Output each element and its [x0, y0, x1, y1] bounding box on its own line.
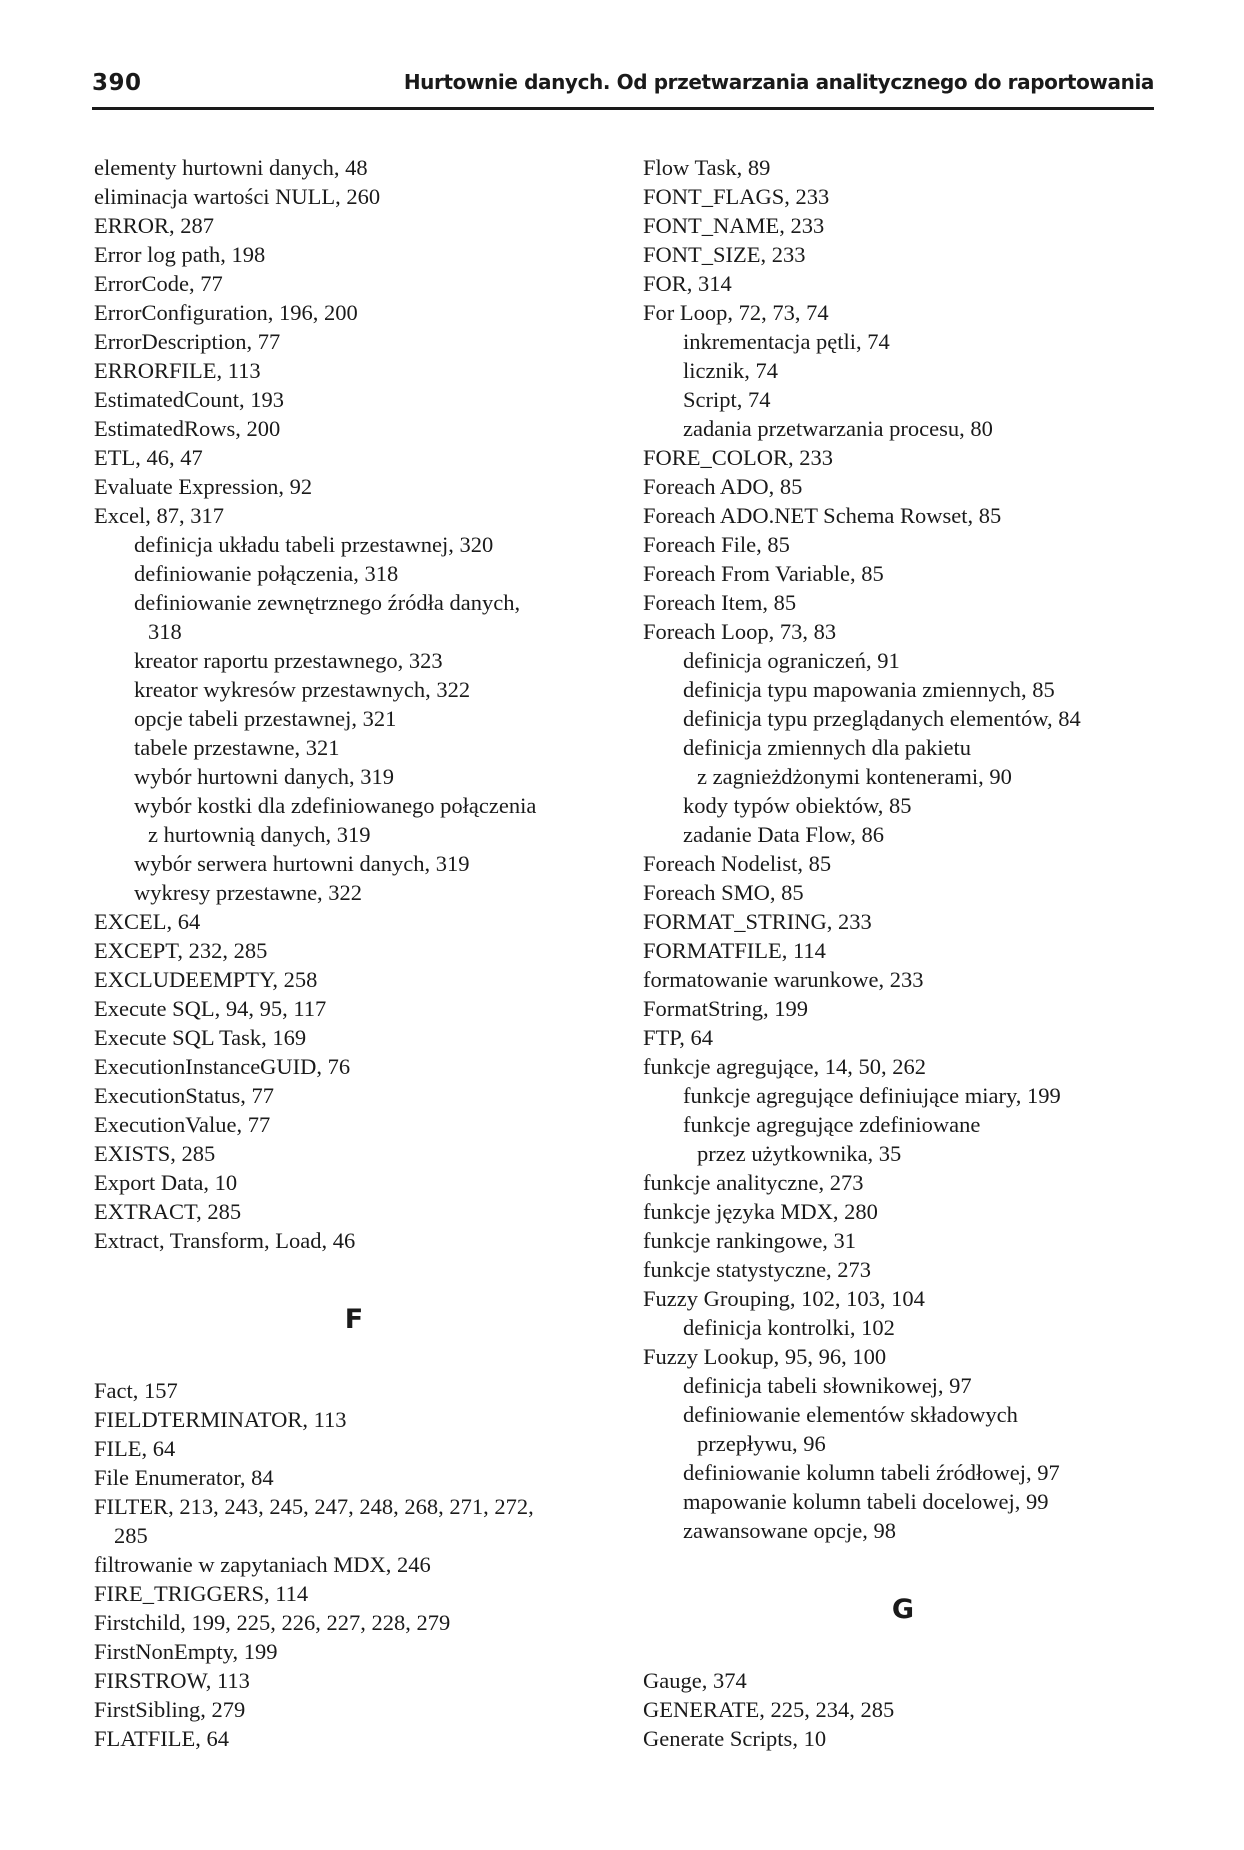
- index-entry: ERROR, 287: [94, 213, 215, 238]
- index-entry: FIRSTROW, 113: [94, 1668, 250, 1693]
- index-subentry: definicja zmiennych dla pakietu: [683, 735, 972, 760]
- index-entry: Excel, 87, 317: [94, 503, 224, 528]
- index-entry: elementy hurtowni danych, 48: [94, 155, 368, 180]
- index-group-f-cont: [643, 153, 1163, 1545]
- index-entry: Fact, 157: [94, 1378, 178, 1403]
- index-subentry: definicja układu tabeli przestawnej, 320: [134, 532, 494, 557]
- index-subentry: zadanie Data Flow, 86: [683, 822, 884, 847]
- index-subentry: licznik, 74: [683, 358, 778, 383]
- index-subentry: definicja kontrolki, 102: [683, 1315, 895, 1340]
- index-entry-continuation: z zagnieżdżonymi kontenerami, 90: [697, 764, 1012, 789]
- index-entry: Foreach SMO, 85: [643, 880, 804, 905]
- index-entry: FLATFILE, 64: [94, 1726, 229, 1751]
- section-letter-g: G: [891, 1594, 915, 1625]
- index-entry: ErrorDescription, 77: [94, 329, 281, 354]
- index-subentry: inkrementacja pętli, 74: [683, 329, 890, 354]
- index-subentry: definicja typu mapowania zmiennych, 85: [683, 677, 1055, 702]
- index-entry: FONT_FLAGS, 233: [643, 184, 830, 209]
- index-entry: Foreach Item, 85: [643, 590, 797, 615]
- index-entry: Foreach Nodelist, 85: [643, 851, 832, 876]
- index-subentry: tabele przestawne, 321: [134, 735, 340, 760]
- index-subentry: definicja tabeli słownikowej, 97: [683, 1373, 972, 1398]
- index-entry: GENERATE, 225, 234, 285: [643, 1697, 895, 1722]
- header-rule: [92, 107, 1154, 110]
- index-entry: ExecutionValue, 77: [94, 1112, 271, 1137]
- index-entry: Extract, Transform, Load, 46: [94, 1228, 356, 1253]
- index-entry: FILTER, 213, 243, 245, 247, 248, 268, 271, 272,: [94, 1494, 534, 1519]
- index-entry: EXISTS, 285: [94, 1141, 216, 1166]
- index-entry: FORE_COLOR, 233: [643, 445, 834, 470]
- index-entry: Firstchild, 199, 225, 226, 227, 228, 279: [94, 1610, 451, 1635]
- index-entry: EstimatedCount, 193: [94, 387, 284, 412]
- index-entry: FIRE_TRIGGERS, 114: [94, 1581, 309, 1606]
- index-subentry: zawansowane opcje, 98: [683, 1518, 897, 1543]
- index-entry: Evaluate Expression, 92: [94, 474, 313, 499]
- page-number: 390: [92, 70, 142, 96]
- index-subentry: definicja typu przeglądanych elementów, 84: [683, 706, 1081, 731]
- index-entry: funkcje analityczne, 273: [643, 1170, 864, 1195]
- index-entry-continuation: przez użytkownika, 35: [697, 1141, 902, 1166]
- index-entry: FORMAT_STRING, 233: [643, 909, 872, 934]
- index-entry-continuation: z hurtownią danych, 319: [148, 822, 371, 847]
- spacer: [94, 1356, 614, 1376]
- index-entry: EXCEPT, 232, 285: [94, 938, 268, 963]
- index-entry: ErrorCode, 77: [94, 271, 223, 296]
- index-entry: FILE, 64: [94, 1436, 176, 1461]
- index-group-g: [643, 1666, 1163, 1753]
- index-subentry: definiowanie kolumn tabeli źródłowej, 97: [683, 1460, 1060, 1485]
- running-title: Hurtownie danych. Od przetwarzania analitycznego do raportowania: [403, 70, 1154, 94]
- spacer: [643, 1545, 1163, 1574]
- index-subentry: kreator raportu przestawnego, 323: [134, 648, 443, 673]
- index-column-right: [643, 153, 1163, 1753]
- index-entry: Fuzzy Lookup, 95, 96, 100: [643, 1344, 887, 1369]
- index-entry: EXCLUDEEMPTY, 258: [94, 967, 318, 992]
- index-entry: Error log path, 198: [94, 242, 266, 267]
- index-entry: funkcje rankingowe, 31: [643, 1228, 857, 1253]
- index-subentry: funkcje agregujące definiujące miary, 199: [683, 1083, 1061, 1108]
- index-group-f: [94, 1376, 614, 1753]
- index-entry: Foreach From Variable, 85: [643, 561, 884, 586]
- index-entry: ExecutionStatus, 77: [94, 1083, 274, 1108]
- index-entry: FORMATFILE, 114: [643, 938, 826, 963]
- index-subentry: kody typów obiektów, 85: [683, 793, 912, 818]
- index-entry: FormatString, 199: [643, 996, 809, 1021]
- index-subentry: wybór kostki dla zdefiniowanego połączenia: [134, 793, 537, 818]
- index-entry: Foreach ADO, 85: [643, 474, 803, 499]
- index-entry: formatowanie warunkowe, 233: [643, 967, 924, 992]
- page-header: [92, 70, 1154, 108]
- index-entry: FTP, 64: [643, 1025, 714, 1050]
- index-subentry: definiowanie połączenia, 318: [134, 561, 399, 586]
- index-entry: ExecutionInstanceGUID, 76: [94, 1054, 351, 1079]
- index-entry: funkcje agregujące, 14, 50, 262: [643, 1054, 927, 1079]
- index-entry-continuation: 318: [148, 619, 182, 644]
- index-entry: Fuzzy Grouping, 102, 103, 104: [643, 1286, 925, 1311]
- index-entry: EXCEL, 64: [94, 909, 201, 934]
- index-entry: Execute SQL Task, 169: [94, 1025, 307, 1050]
- index-entry: Foreach File, 85: [643, 532, 790, 557]
- index-entry: FirstNonEmpty, 199: [94, 1639, 278, 1664]
- index-subentry: Script, 74: [683, 387, 771, 412]
- index-subentry: kreator wykresów przestawnych, 322: [134, 677, 471, 702]
- index-subentry: funkcje agregujące zdefiniowane: [683, 1112, 981, 1137]
- index-subentry: wybór hurtowni danych, 319: [134, 764, 394, 789]
- index-entry-continuation: 285: [114, 1523, 148, 1548]
- index-entry: ErrorConfiguration, 196, 200: [94, 300, 358, 325]
- index-subentry: opcje tabeli przestawnej, 321: [134, 706, 397, 731]
- index-subentry: definiowanie elementów składowych: [683, 1402, 1018, 1427]
- index-subentry: mapowanie kolumn tabeli docelowej, 99: [683, 1489, 1049, 1514]
- index-subentry: zadania przetwarzania procesu, 80: [683, 416, 993, 441]
- spacer: [94, 1255, 614, 1284]
- index-entry: funkcje statystyczne, 273: [643, 1257, 872, 1282]
- section-letter-f: F: [344, 1304, 364, 1335]
- index-entry: Foreach ADO.NET Schema Rowset, 85: [643, 503, 1002, 528]
- index-entry: ETL, 46, 47: [94, 445, 203, 470]
- index-entry: eliminacja wartości NULL, 260: [94, 184, 381, 209]
- index-group-e: [94, 153, 614, 1255]
- index-entry: FONT_SIZE, 233: [643, 242, 806, 267]
- index-entry: FIELDTERMINATOR, 113: [94, 1407, 347, 1432]
- index-entry: filtrowanie w zapytaniach MDX, 246: [94, 1552, 431, 1577]
- index-entry: FOR, 314: [643, 271, 732, 296]
- index-entry: ERRORFILE, 113: [94, 358, 261, 383]
- index-entry: Generate Scripts, 10: [643, 1726, 827, 1751]
- index-subentry: wykresy przestawne, 322: [134, 880, 363, 905]
- index-entry: For Loop, 72, 73, 74: [643, 300, 829, 325]
- index-entry-continuation: przepływu, 96: [697, 1431, 826, 1456]
- index-entry: FONT_NAME, 233: [643, 213, 825, 238]
- index-entry: EXTRACT, 285: [94, 1199, 242, 1224]
- index-entry: Execute SQL, 94, 95, 117: [94, 996, 327, 1021]
- index-subentry: definiowanie zewnętrznego źródła danych,: [134, 590, 521, 615]
- index-entry: Foreach Loop, 73, 83: [643, 619, 837, 644]
- index-entry: Export Data, 10: [94, 1170, 238, 1195]
- index-entry: FirstSibling, 279: [94, 1697, 246, 1722]
- index-entry: File Enumerator, 84: [94, 1465, 274, 1490]
- index-column-left: [94, 153, 614, 1753]
- index-entry: Gauge, 374: [643, 1668, 747, 1693]
- index-entry: Flow Task, 89: [643, 155, 771, 180]
- index-subentry: definicja ograniczeń, 91: [683, 648, 900, 673]
- spacer: [643, 1646, 1163, 1666]
- index-entry: funkcje języka MDX, 280: [643, 1199, 878, 1224]
- index-subentry: wybór serwera hurtowni danych, 319: [134, 851, 470, 876]
- index-entry: EstimatedRows, 200: [94, 416, 281, 441]
